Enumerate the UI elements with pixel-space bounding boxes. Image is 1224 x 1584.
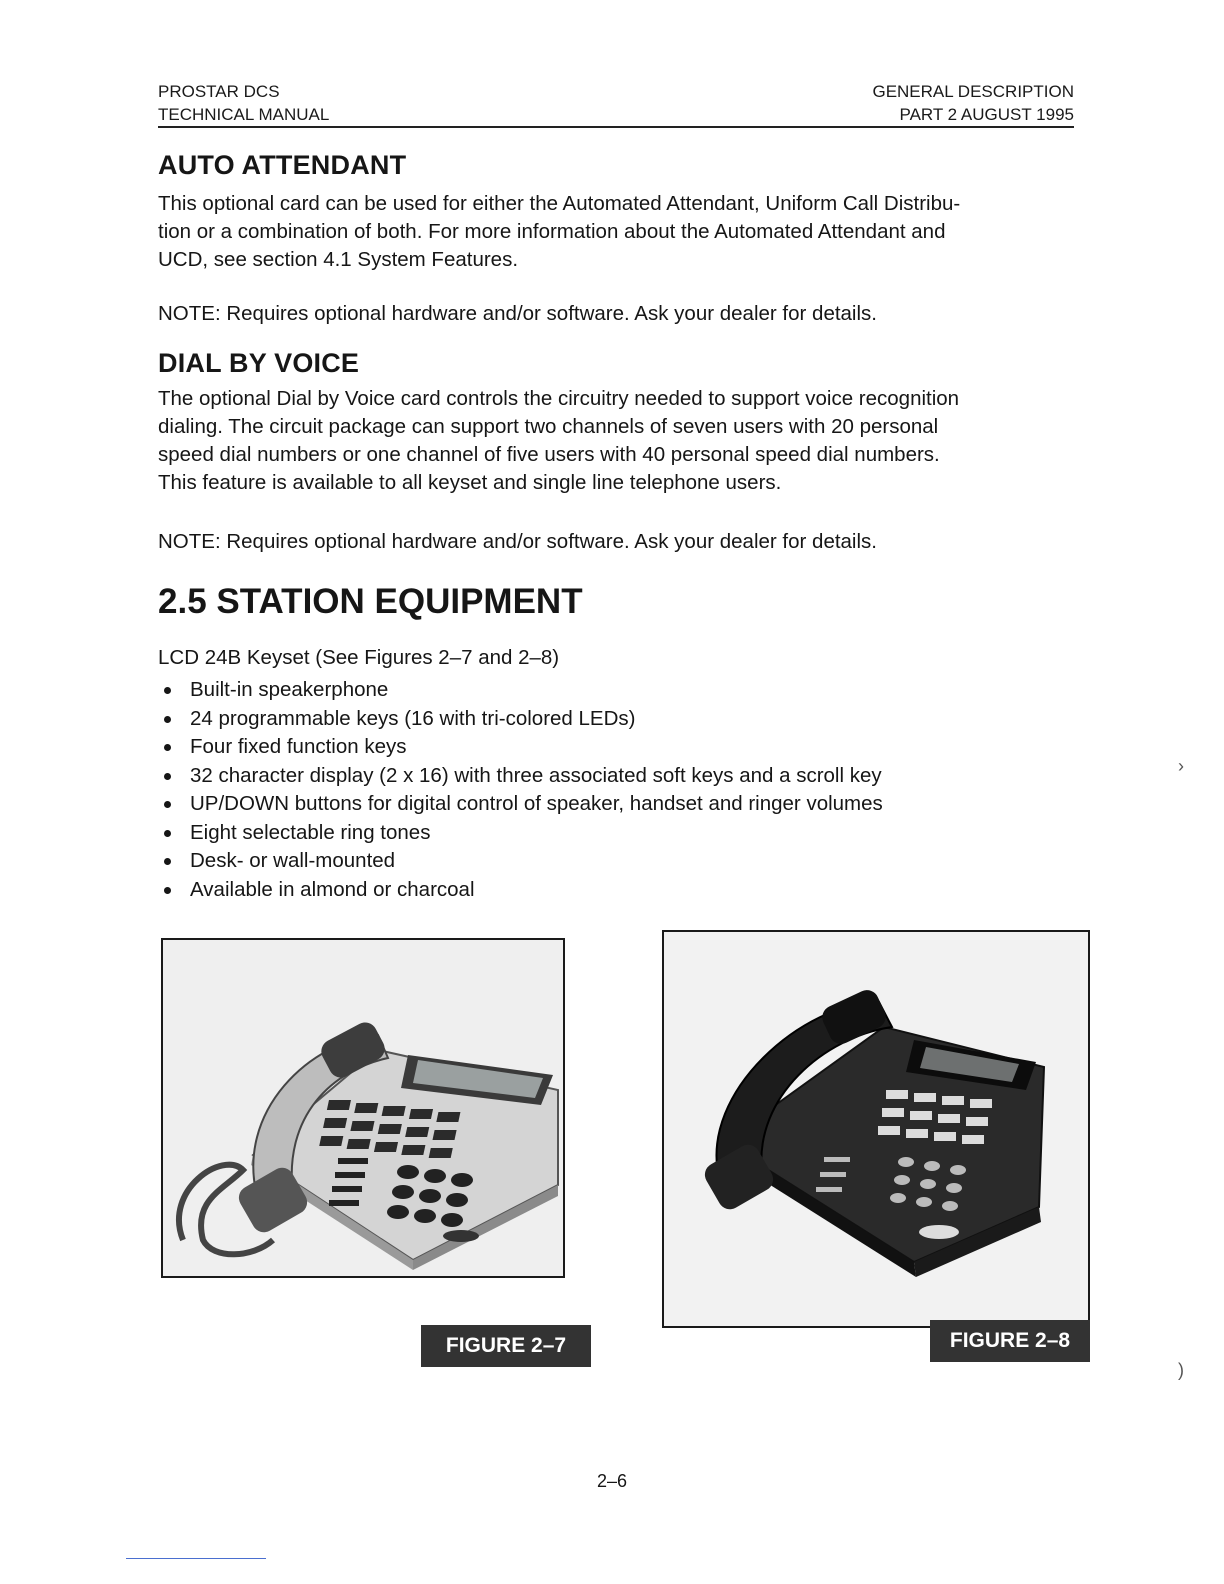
list-item-text: Four fixed function keys [190,735,407,758]
bullet-dot [164,716,171,723]
station-equipment-heading: 2.5 STATION EQUIPMENT [158,582,583,621]
list-item [160,790,883,819]
dial-by-voice-body [158,385,1088,497]
almond-keyset-photo [163,940,563,1276]
header-section: GENERAL DESCRIPTION [872,82,1074,101]
list-item-text: 24 programmable keys (16 with tri-colored LEDs) [190,706,636,730]
list-item-text: Built-in speakerphone [190,678,389,701]
scan-edge-mark: › [1178,756,1184,776]
bullet-dot [164,801,171,808]
list-item-text: Eight selectable ring tones [190,820,431,844]
bullet-dot [164,744,171,751]
figure-almond-keyset [161,938,565,1278]
keyset-intro: LCD 24B Keyset (See Figures 2–7 and 2–8) [158,646,560,669]
running-header-left [158,80,329,126]
list-item [160,876,883,905]
scan-edge-mark: ) [1178,1360,1184,1380]
list-item-text: Desk- or wall-mounted [190,849,396,872]
list-item [160,705,883,734]
dial-by-voice-note: NOTE: Requires optional hardware and/or software. Ask your dealer for details. [158,530,877,553]
footer-line [126,1558,266,1559]
text-line: This optional card can be used for either the Automated Attendant, Uniform Call Distribu- [158,192,961,215]
feature-list [160,676,883,904]
page-number: 2–6 [596,1471,628,1491]
figure-2-7-label: FIGURE 2–7 [421,1325,591,1367]
list-item-text: 32 character display (2 x 16) with three associated soft keys and a scroll key [190,763,882,787]
running-header-right [872,80,1074,126]
bullet-dot [164,687,171,694]
header-part-date: PART 2 AUGUST 1995 [899,105,1074,124]
list-item [160,733,883,762]
auto-attendant-body [158,190,1088,274]
bullet-dot [164,858,171,865]
figure-charcoal-keyset [662,930,1090,1328]
list-item [160,847,883,876]
text-line: tion or a combination of both. For more information about the Automated Attendant and [158,220,946,243]
text-line: UCD, see section 4.1 System Features. [158,248,519,271]
text-line: speed dial numbers or one channel of five users with 40 personal speed dial numbers. [158,443,940,466]
dial-by-voice-heading: DIAL BY VOICE [158,348,360,378]
list-item [160,819,883,848]
text-line: dialing. The circuit package can support two channels of seven users with 20 personal [158,415,939,438]
auto-attendant-heading: AUTO ATTENDANT [158,150,407,180]
bullet-dot [164,830,171,837]
bullet-dot [164,773,171,780]
header-rule [158,126,1074,128]
auto-attendant-note: NOTE: Requires optional hardware and/or software. Ask your dealer for details. [158,302,877,325]
text-line: This feature is available to all keyset and single line telephone users. [158,471,782,494]
bullet-dot [164,887,171,894]
list-item [160,762,883,791]
header-manual: TECHNICAL MANUAL [158,105,330,124]
list-item-text: UP/DOWN buttons for digital control of speaker, handset and ringer volumes [190,792,883,815]
header-product: PROSTAR DCS [158,82,280,101]
list-item-text: Available in almond or charcoal [190,877,475,901]
figure-2-8-label: FIGURE 2–8 [930,1320,1090,1362]
list-item [160,676,883,705]
text-line: The optional Dial by Voice card controls the circuitry needed to support voice recognition [158,387,960,410]
charcoal-keyset-photo [664,932,1088,1326]
